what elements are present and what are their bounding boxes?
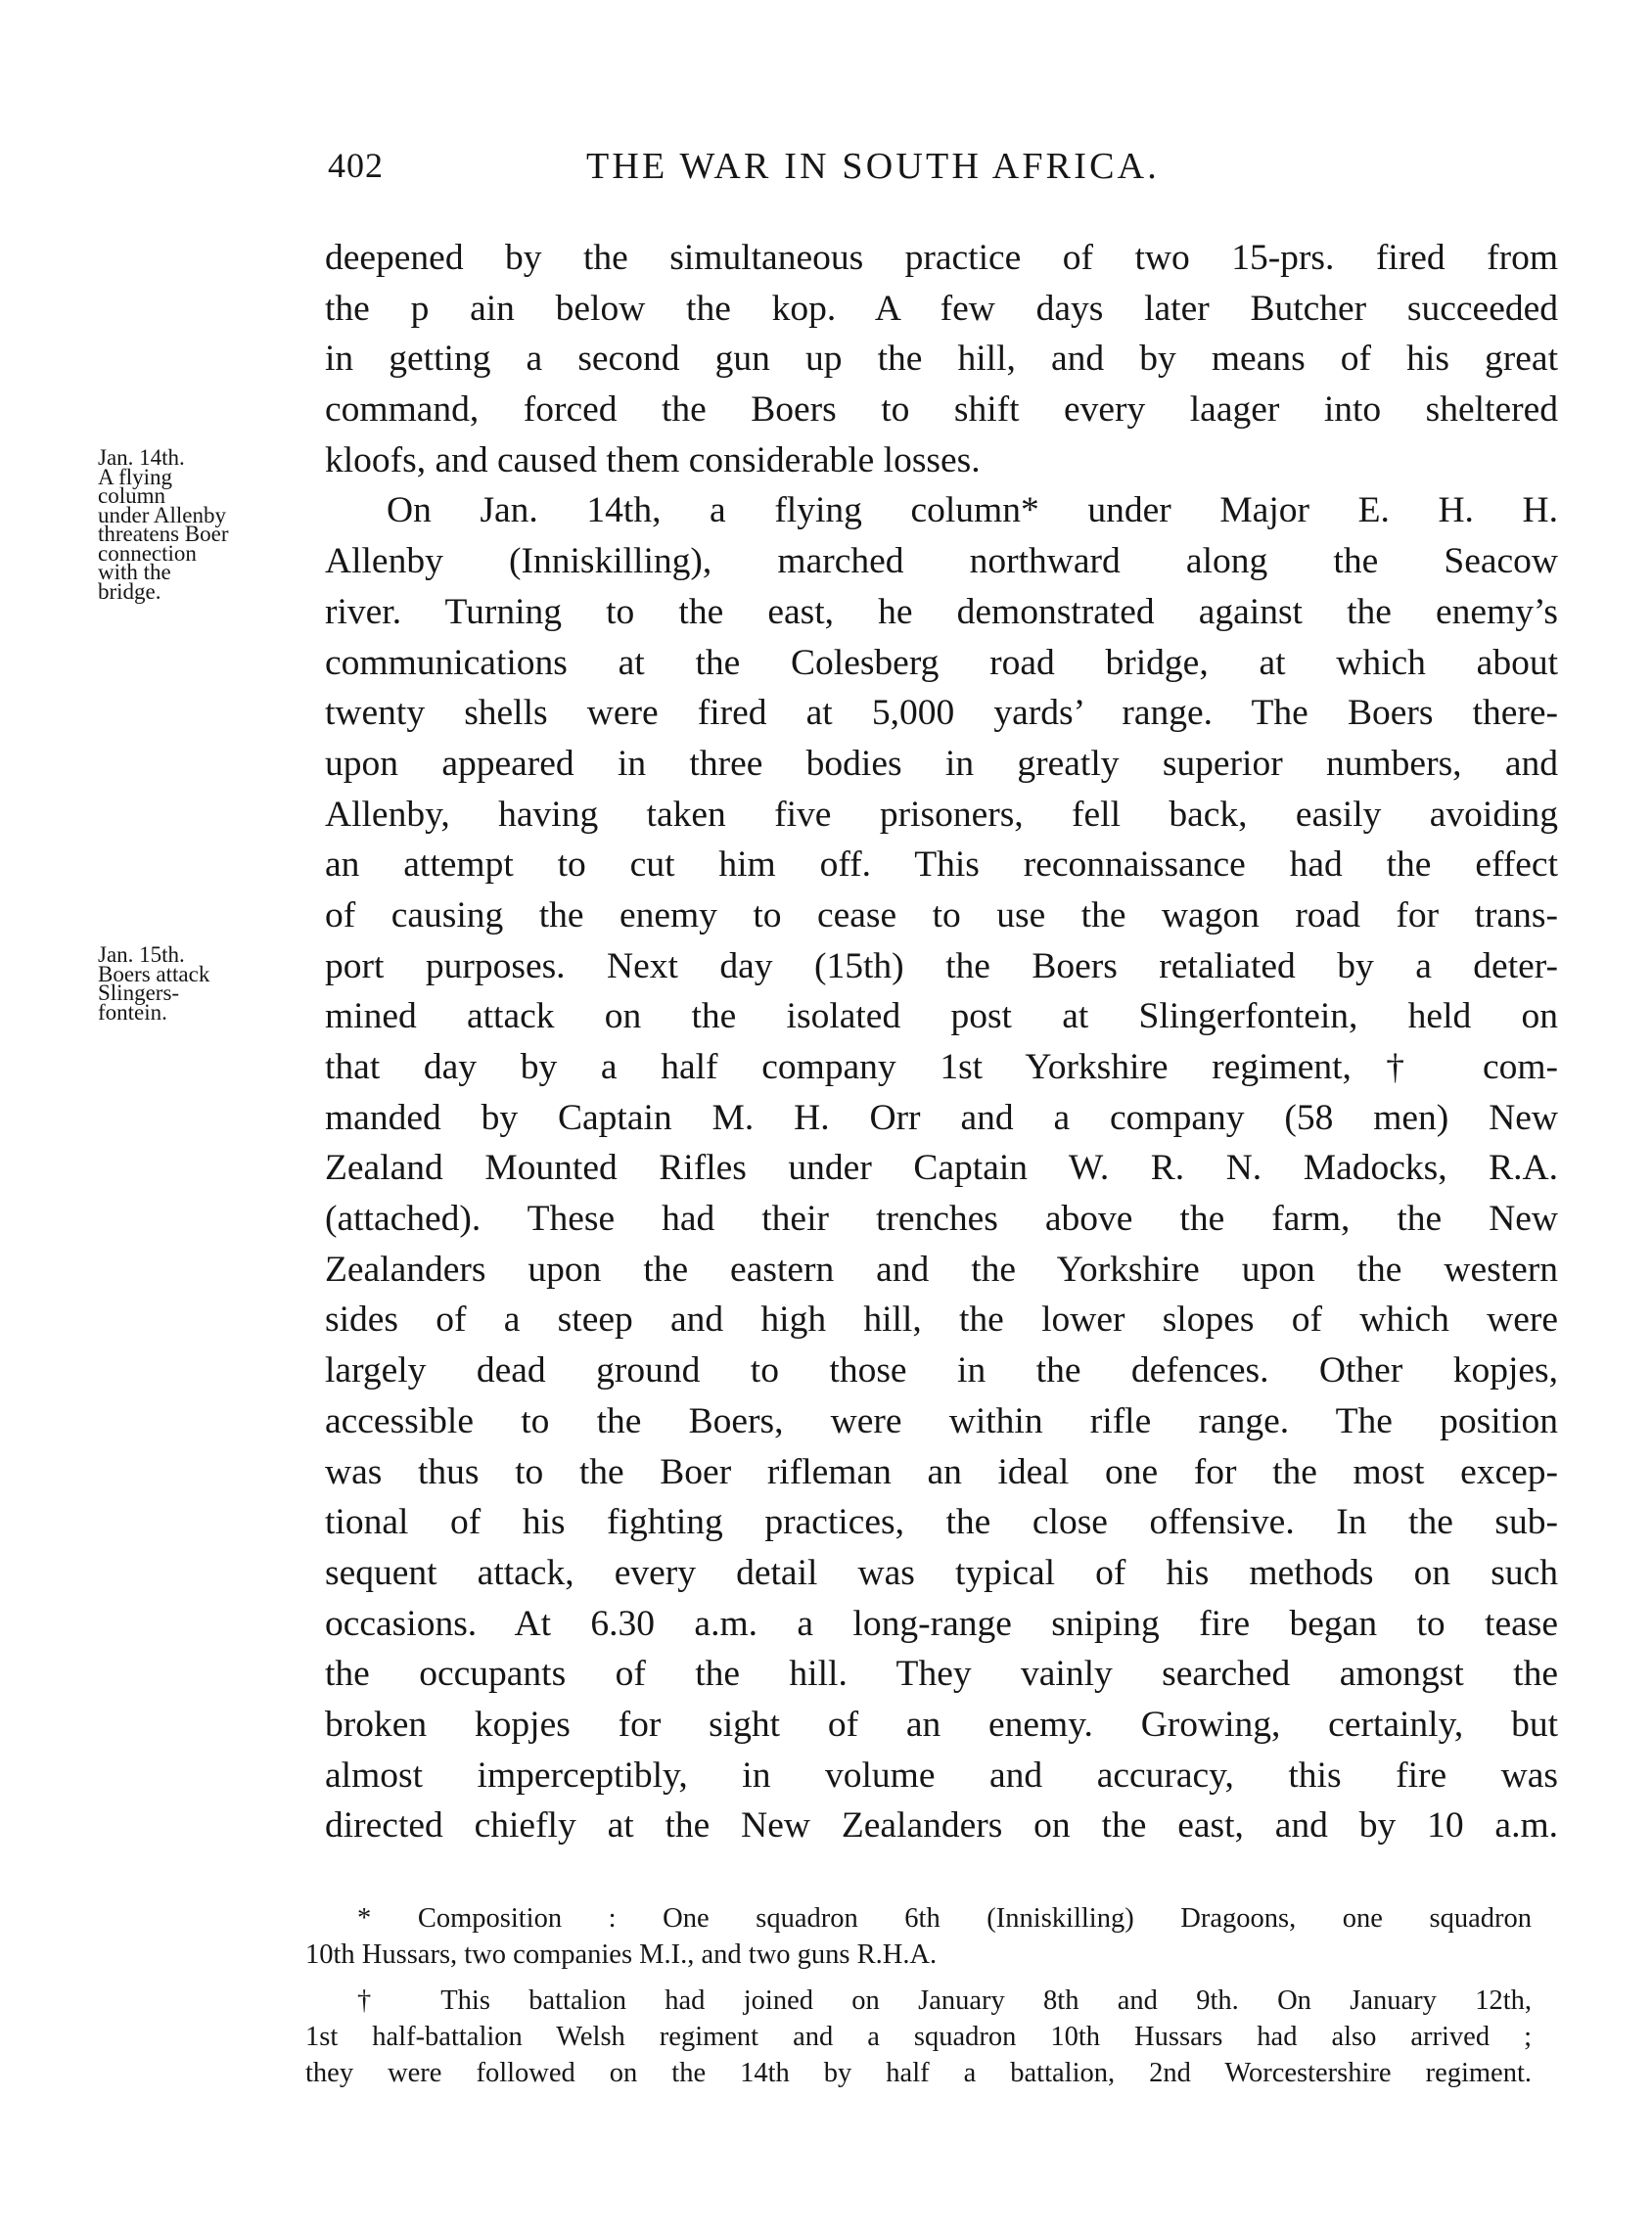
running-title: THE WAR IN SOUTH AFRICA.	[586, 146, 1160, 187]
body-line: (attached). These had their trenches above the farm, the New	[325, 1199, 1558, 1240]
body-line-paragraph-end: kloofs, and caused them considerable losses.	[325, 439, 981, 480]
body-line: was thus to the Boer rifleman an ideal one for the most excep-	[325, 1451, 1558, 1492]
margin-note-line: Jan. 15th.	[98, 942, 185, 967]
body-line: Zealanders upon the eastern and the Yorkshire upon the western	[325, 1249, 1558, 1290]
body-line: occasions. At 6.30 a.m. a long-range sniping fire began to tease	[325, 1603, 1558, 1644]
body-line: mined attack on the isolated post at Slingerfontein, held on	[325, 996, 1558, 1037]
footnote-line: 1st half-battalion Welsh regiment and a squadron 10th Hussars had also arrived ;	[305, 2022, 1532, 2052]
body-line: twenty shells were fired at 5,000 yards’ range. The Boers there-	[325, 693, 1558, 734]
margin-note-line: connection	[98, 540, 197, 566]
running-head	[328, 145, 1561, 194]
page-number: 402	[328, 146, 384, 185]
footnote-dagger	[305, 1983, 1532, 2091]
body-line: broken kopjes for sight of an enemy. Growing, certainly, but	[325, 1704, 1558, 1745]
margin-note-line: A flying	[98, 464, 173, 489]
margin-note-line: bridge.	[98, 578, 161, 604]
body-line: river. Turning to the east, he demonstrated against the enemy’s	[325, 591, 1558, 632]
body-line: tional of his fighting practices, the close offensive. In the sub-	[325, 1502, 1558, 1543]
body-line: almost imperceptibly, in volume and accuracy, this fire was	[325, 1755, 1558, 1796]
margin-note-line: with the	[98, 560, 171, 584]
body-line: accessible to the Boers, were within rifle range. The position	[325, 1400, 1558, 1441]
footnote-line: 10th Hussars, two companies M.I., and two guns R.H.A.	[305, 1939, 938, 1970]
body-line: the occupants of the hill. They vainly searched amongst the	[325, 1654, 1558, 1695]
body-line: Allenby, having taken five prisoners, fell back, easily avoiding	[325, 794, 1558, 835]
body-line: that day by a half company 1st Yorkshire regiment,† com-	[325, 1047, 1558, 1087]
margin-note-line: Slingers-	[98, 981, 180, 1005]
body-line: sides of a steep and high hill, the lower slopes of which were	[325, 1300, 1558, 1341]
margin-note-line: Boers attack	[98, 961, 210, 986]
body-line: an attempt to cut him off. This reconnaissance had the effect	[325, 844, 1558, 886]
body-line: largely dead ground to those in the defences. Other kopjes,	[325, 1350, 1558, 1391]
body-line: sequent attack, every detail was typical of his methods on such	[325, 1552, 1558, 1593]
footnote-line: they were followed on the 14th by half a battalion, 2nd Worcestershire regiment.	[305, 2058, 1532, 2088]
body-line: in getting a second gun up the hill, and by means of his great	[325, 339, 1558, 380]
body-line: command, forced the Boers to shift every laager into sheltered	[325, 389, 1558, 431]
body-line: Allenby (Inniskilling), marched northward along the Seacow	[325, 541, 1558, 582]
margin-note-line: under Allenby	[98, 502, 226, 527]
body-line: port purposes. Next day (15th) the Boers retaliated by a deter-	[325, 945, 1558, 986]
footnotes	[305, 1900, 1532, 2091]
body-line: Zealand Mounted Rifles under Captain W. R. N. Madocks, R.A.	[325, 1148, 1558, 1189]
margin-note-jan-15	[98, 942, 294, 1025]
body-line: upon appeared in three bodies in greatly superior numbers, and	[325, 743, 1558, 784]
body-line: directed chiefly at the New Zealanders on the east, and by 10 a.m.	[325, 1805, 1558, 1847]
body-line-paragraph-start: On Jan. 14th, a flying column* under Major E. H. H.	[387, 490, 1558, 531]
body-text	[325, 233, 1558, 1851]
body-line: communications at the Colesberg road bridge, at which about	[325, 642, 1558, 683]
body-line: the p ain below the kop. A few days later Butcher succeeded	[325, 288, 1558, 329]
margin-note-line: threatens Boer	[98, 522, 229, 546]
margin-note-line: Jan. 14th.	[98, 445, 185, 470]
margin-note-line: fontein.	[98, 999, 167, 1025]
footnote-line: * Composition : One squadron 6th (Inniskilling) Dragoons, one squadron	[357, 1903, 1532, 1934]
footnote-line: † This battalion had joined on January 8th and 9th. On January 12th,	[357, 1985, 1532, 2016]
body-line: manded by Captain M. H. Orr and a company (58 men) New	[325, 1097, 1558, 1138]
margin-note-line: column	[98, 483, 165, 508]
footnote-asterisk	[305, 1900, 1532, 1973]
body-line: deepened by the simultaneous practice of two 15-prs. fired from	[325, 238, 1558, 278]
margin-note-jan-14	[98, 445, 294, 604]
body-line: of causing the enemy to cease to use the wagon road for trans-	[325, 894, 1558, 935]
